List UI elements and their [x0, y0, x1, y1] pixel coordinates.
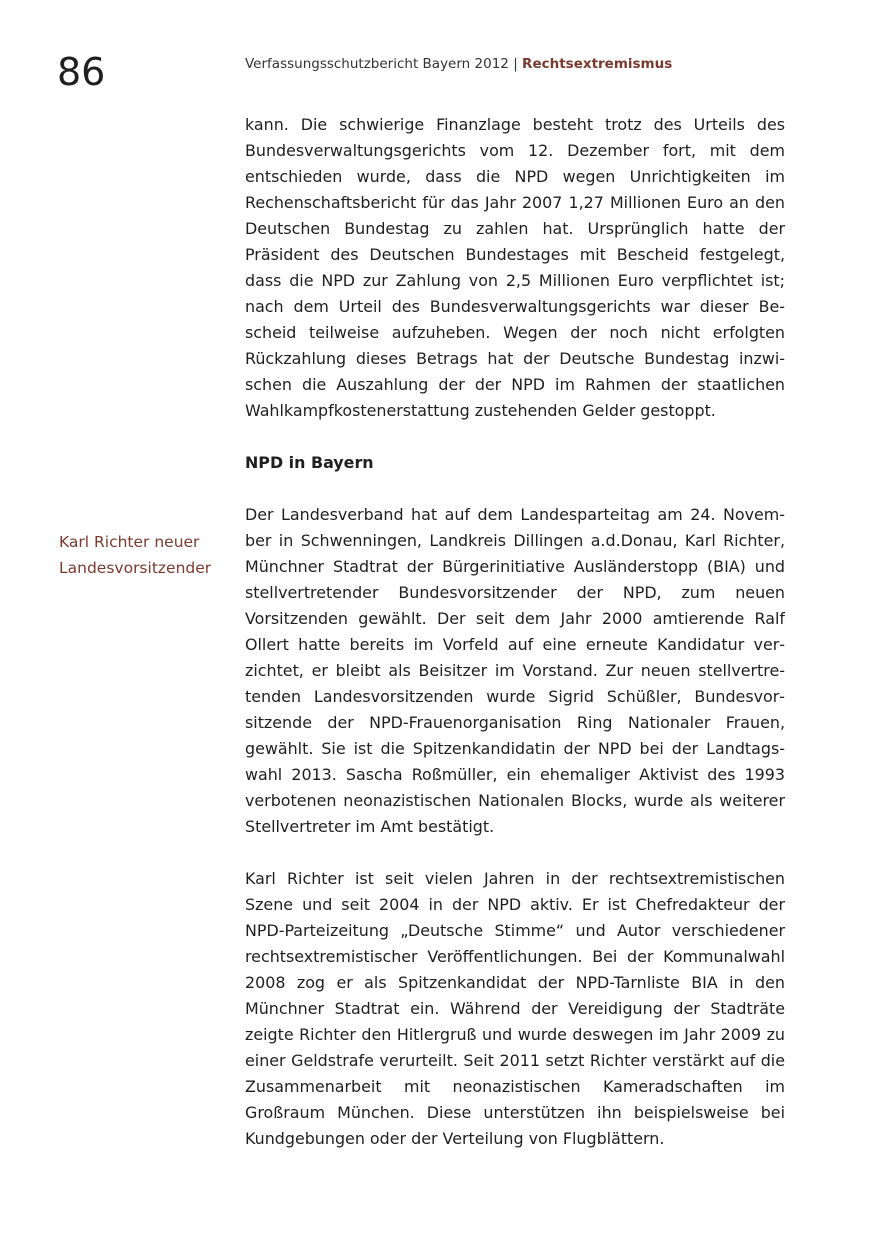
header-separator: | [513, 56, 518, 72]
paragraph-financial-situation: kann. Die schwierige Finanzlage besteht trotz des Urteils des Bundesverwaltungsgerichts vom 12. Dezember fort, mit dem entschieden wurde, dass die NPD wegen Unrichtigkeiten im Rechenschaftsbericht für das Jahr 2007 1,27 Millionen Euro an den Deutschen Bundestag zu zahlen hat. Ursprünglich hatte der Präsident des Deutschen Bundestages mit Bescheid festgelegt, dass die NPD zur Zahlung von 2,5 Millionen Euro verpflichtet ist; nach dem Urteil des Bundesverwaltungsgerichts war dieser Bescheid teilweise aufzuheben. Wegen der noch nicht erfolgten Rückzahlung dieses Betrags hat der Deutsche Bundestag inzwischen die Auszahlung der der NPD im Rahmen der staatlichen Wahlkampfkostenerstattung zustehenden Gelder gestoppt. [245, 115, 785, 420]
running-header [245, 55, 672, 73]
page-number: 86 [57, 50, 106, 94]
margin-note [59, 529, 239, 581]
margin-note-line-2: Landesvorsitzender [59, 559, 212, 577]
main-text [245, 112, 785, 1152]
report-title: Verfassungsschutzbericht Bayern 2012 [245, 56, 509, 72]
margin-note-line-1: Karl Richter neuer [59, 533, 200, 551]
section-heading: NPD in Bayern [245, 453, 374, 472]
paragraph-state-association: Der Landesverband hat auf dem Landesparteitag am 24. November in Schwenningen, Landkreis Dillingen a.d.Donau, Karl Richter, Münchner Stadtrat der Bürgerinitiative Ausländerstopp (BIA) und stellvertretender Bundesvorsitzender der NPD, zum neuen Vorsitzenden gewählt. Der seit dem Jahr 2000 amtierende Ralf Ollert hatte bereits im Vorfeld auf eine erneute Kandidatur verzichtet, er bleibt als Beisitzer im Vorstand. Zur neuen stellvertretenden Landesvorsitzenden wurde Sigrid Schüßler, Bundesvorsitzende der NPD-Frauenorganisation Ring Nationaler Frauen, gewählt. Sie ist die Spitzenkandidatin der NPD bei der Landtagswahl 2013. Sascha Roßmüller, ein ehemaliger Aktivist des 1993 verbotenen neonazistischen Nationalen Blocks, wurde als weiterer Stellvertreter im Amt bestätigt. [245, 505, 785, 836]
section-title: Rechtsextremismus [522, 56, 673, 72]
paragraph-karl-richter: Karl Richter ist seit vielen Jahren in der rechtsextremistischen Szene und seit 2004 in der NPD aktiv. Er ist Chefredakteur der NPD-Parteizeitung „Deutsche Stimme“ und Autor verschiedener rechtsextremistischer Veröffentlichungen. Bei der Kommunalwahl 2008 zog er als Spitzenkandidat der NPD-Tarnliste BIA in den Münchner Stadtrat ein. Während der Vereidigung der Stadträte zeigte Richter den Hitlergruß und wurde deswegen im Jahr 2009 zu einer Geldstrafe verurteilt. Seit 2011 setzt Richter verstärkt auf die Zusammenarbeit mit neonazistischen Kameradschaften im Großraum München. Diese unterstützen ihn beispielsweise bei Kundgebungen oder der Verteilung von Flugblättern. [245, 869, 785, 1148]
